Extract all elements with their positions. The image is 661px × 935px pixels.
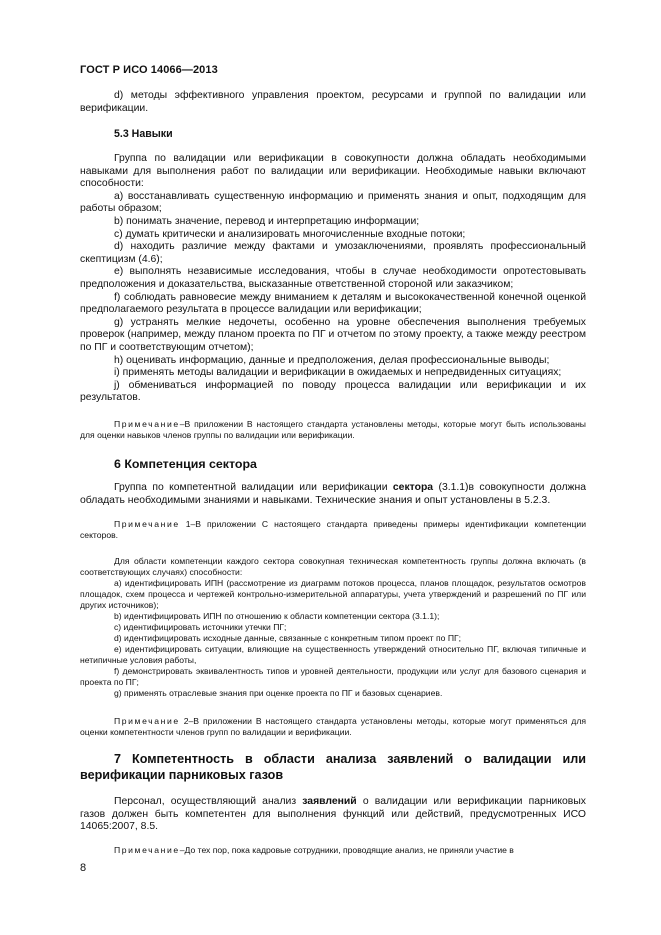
- intro-block: [80, 90, 586, 115]
- section-6-note-2: [80, 716, 586, 738]
- intro-item-d: d) методы эффективного управления проектом, ресурсами и группой по валидации или верификации.: [80, 90, 586, 114]
- skill-item-f: f) соблюдать равновесие между вниманием к деталям и высококачественной конечной оценкой предполагаемого результата в процессе валидации или верификации;: [80, 291, 586, 316]
- note-5-3: [80, 419, 586, 441]
- note-label: Примечание: [114, 519, 180, 529]
- note-7: [80, 845, 586, 856]
- para-text: (3.1.1)в совокупности должна обладать необходимыми знаниями и навыками. Технические знания и опыт установлены в 5.2.3.: [80, 482, 586, 506]
- section-6: [80, 457, 586, 471]
- note-text: 1–В приложении С настоящего стандарта приведены примеры идентификации компетенции секторов.: [80, 519, 586, 540]
- competence-item-e: e) идентифицировать ситуации, влияющие на существенность утверждений относительно ПГ, включая типичные и нетипичные условия работы,: [80, 644, 586, 665]
- skill-item-i: i) применять методы валидации и верификации в ожидаемых и непредвиденных ситуациях;: [114, 367, 562, 379]
- skill-item-b: b) понимать значение, перевод и интерпретацию информации;: [114, 215, 420, 227]
- section-5-3: [80, 128, 586, 140]
- para-text: о валидации или верификации парниковых газов должен быть компетентен для выполнения функций или действий, предусмотренных ИСО 14065:2007, 8.5.: [80, 796, 586, 833]
- competence-item-a: a) идентифицировать ИПН (рассмотрение из диаграмм потоков процесса, планов площадок, результатов осмотров площадок, схем процесса и чертежей контрольно-измерительной аппаратуры, учета утверждений и разрешений по ПГ или других источников);: [80, 578, 586, 610]
- skill-item-c: c) думать критически и анализировать многочисленные входные потоки;: [114, 228, 466, 240]
- section-7: [80, 751, 586, 783]
- standard-header: ГОСТ Р ИСО 14066—2013: [80, 64, 218, 76]
- section-6-list: [80, 556, 586, 699]
- note-6-1: [80, 519, 586, 541]
- competence-item-f: f) демонстрировать эквивалентность типов и уровней деятельности, продукции или услуг для базового сценария и проекта по ПГ;: [80, 666, 586, 687]
- section-7-paragraph: [80, 796, 586, 834]
- skill-item-g: g) устранять мелкие недочеты, особенно на уровне обеспечения выполнения требуемых проверок (например, между планом проекта по ПГ и отчетом по этому проекту, а также между реестром по ПГ и соответствующим отчетом);: [80, 316, 586, 353]
- skill-item-a: a) восстанавливать существенную информацию и применять знания и опыт, подходящим для работы образом;: [80, 190, 586, 215]
- competence-item-g: g) применять отраслевые знания при оценке проекта по ПГ и базовых сценариев.: [114, 688, 443, 698]
- note-text: –До тех пор, пока кадровые сотрудники, проводящие анализ, не приняли участие в: [179, 845, 514, 855]
- note-label: Примечание: [114, 716, 180, 726]
- para-text: Группа по компетентной валидации или верификации: [114, 482, 393, 493]
- para-text: Персонал, осуществляющий анализ: [114, 796, 303, 807]
- section-5-3-note: [80, 419, 586, 441]
- page-number: 8: [80, 862, 87, 874]
- section-7-heading: 7 Компетентность в области анализа заявлений о валидации или верификации парниковых газов: [80, 752, 586, 782]
- section-6-note-1: [80, 519, 586, 541]
- section-5-3-body: [80, 153, 586, 405]
- skill-item-e: e) выполнять независимые исследования, чтобы в случае необходимости опротестовывать предположения и доказательства, высказанные ответственной стороной или заказчиком;: [80, 266, 586, 290]
- competence-item-c: c) идентифицировать источники утечки ПГ;: [114, 622, 287, 632]
- section-7-note: [80, 845, 586, 856]
- skill-item-h: h) оценивать информацию, данные и предположения, делая профессиональные выводы;: [114, 354, 550, 366]
- term-statements: заявлений: [302, 796, 357, 807]
- note-text: 2–В приложении В настоящего стандарта установлены методы, которые могут применяться для оценки компетентности членов групп по валидации и верификации.: [80, 716, 586, 737]
- note-text: –В приложении В настоящего стандарта установлены методы, которые могут быть использованы для оценки навыков членов группы по валидации или верификации.: [80, 419, 586, 440]
- note-6-2: [80, 716, 586, 738]
- competence-item-d: d) идентифицировать исходные данные, связанные с конкретным типом проект по ПГ;: [114, 633, 462, 643]
- section-5-3-intro: Группа по валидации или верификации в совокупности должна обладать необходимыми навыками для выполнения работ по валидации или верификации. Необходимые навыки включают способности:: [80, 153, 586, 190]
- skill-item-d: d) находить различие между фактами и умозаключениями, проявлять профессиональный скептицизм (4.6);: [80, 241, 586, 265]
- section-5-3-heading: 5.3 Навыки: [114, 128, 173, 140]
- section-7-para: [80, 796, 586, 834]
- note-label: Примечание: [114, 419, 180, 429]
- section-6-intro: Для области компетенции каждого сектора совокупная техническая компетентность группы должна включать (в соответствующих случаях) способности:: [80, 556, 586, 577]
- competence-item-b: b) идентифицировать ИПН по отношению к области компетенции сектора (3.1.1);: [114, 611, 440, 621]
- section-6-para: [80, 482, 586, 507]
- section-6-heading: 6 Компетенция сектора: [114, 457, 257, 471]
- note-label: Примечание: [114, 845, 180, 855]
- skill-item-j: j) обмениваться информацией по поводу процесса валидации или верификации и их результатов.: [80, 379, 586, 404]
- term-sector: сектора: [392, 482, 434, 493]
- section-6-paragraph: [80, 482, 586, 507]
